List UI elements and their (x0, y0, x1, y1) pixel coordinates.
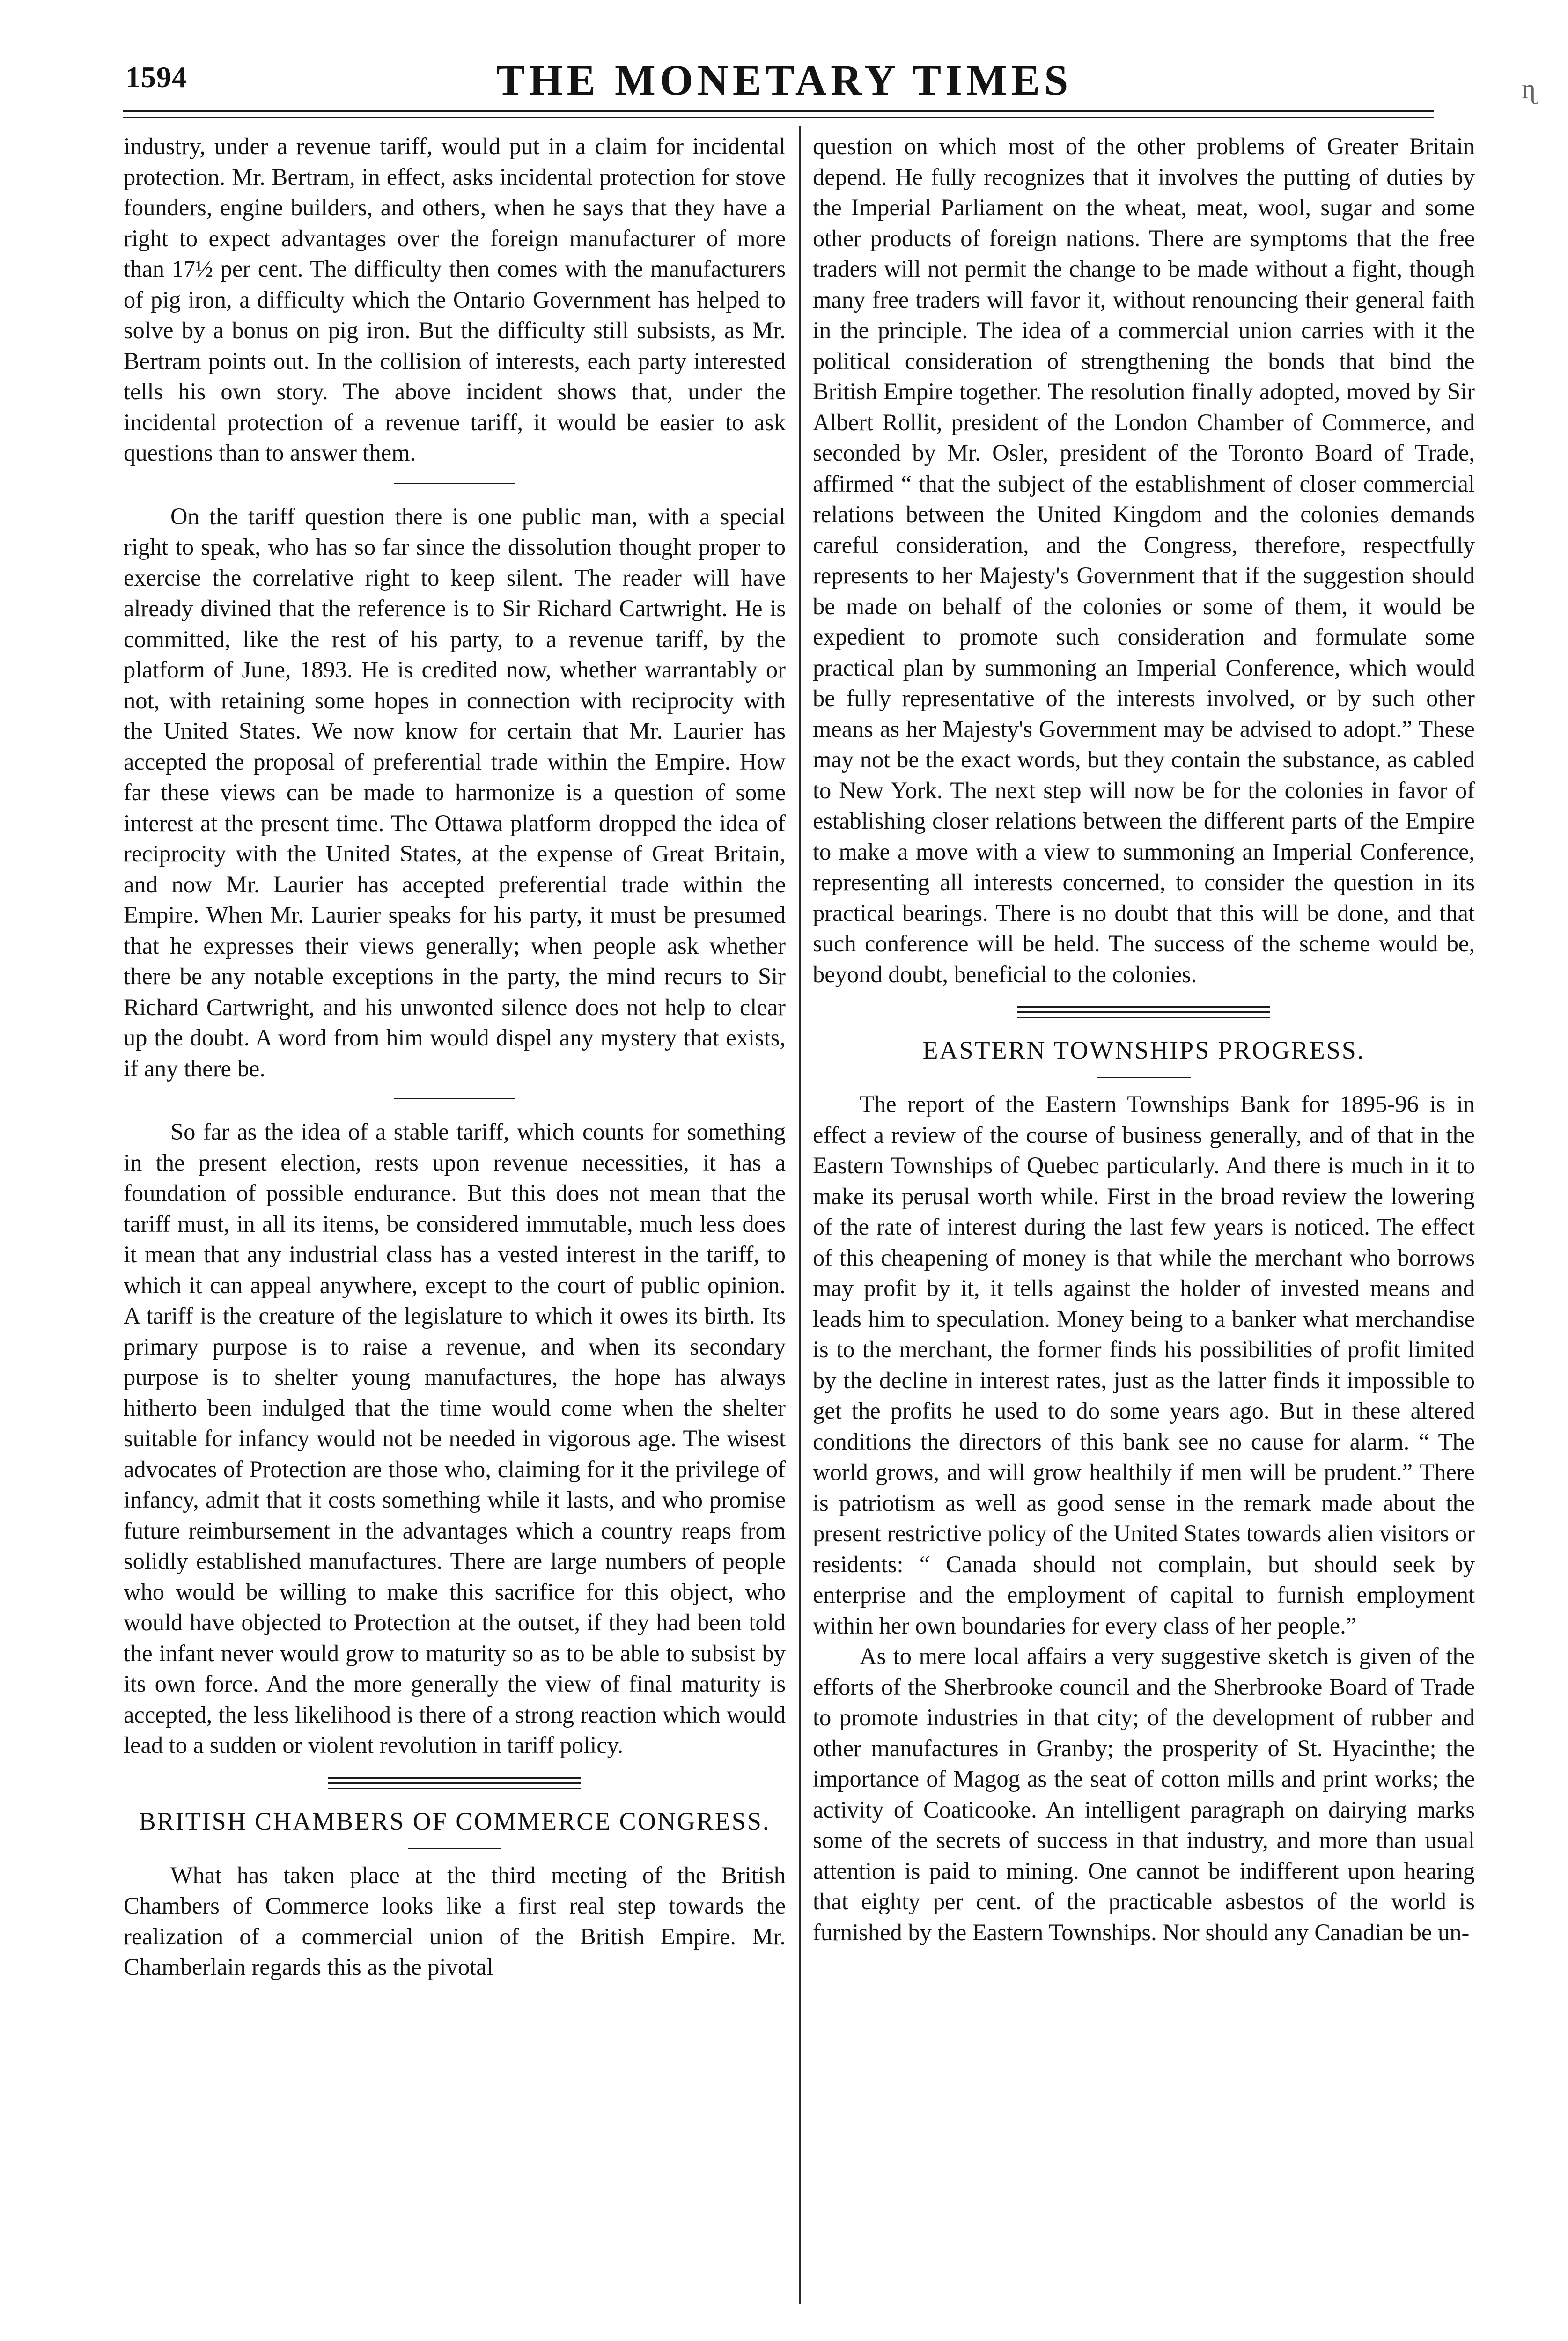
paragraph: The report of the Eastern Townships Bank for 1895-96 is in effect a review of the course of business generally, and of that in the Eastern Townships of Quebec particularly. And there is much in it to make its perusal worth while. First in the broad review the lowering of the rate of interest during the last few years is noticed. The effect of this cheapening of money is that while the merchant who borrows may profit by it, it tells against the holder of invested means and leads him to speculation. Money being to a banker what merchandise is to the merchant, the former finds his possibilities of profit limited by the decline in interest rates, just as the latter finds it impossible to get the profits he used to do some years ago. But in these altered conditions the directors of this bank see no cause for alarm. “ The world grows, and will grow healthily if men will be prudent.” There is patriotism as well as good sense in the remark made about the present restrictive policy of the United States towards alien visitors or residents: “ Canada should not complain, but should seek by enterprise and the employment of capital to furnish employment within her own boundaries for every class of her people.” (813, 1091, 1475, 1639)
section-separator (813, 990, 1475, 1035)
section-heading: BRITISH CHAMBERS OF COMMERCE CONGRESS. (139, 1807, 771, 1835)
right-column (813, 131, 1475, 2304)
heading-rule (124, 1841, 786, 1860)
paragraph: question on which most of the other problems of Greater Britain depend. He fully recognizes that it involves the putting of duties by the Imperial Parliament on the wheat, meat, wool, sugar and some other products of foreign nations. There are symptoms that the free traders will not permit the change to be made without a fight, though many free traders will favor it, without renouncing their general faith in the principle. The idea of a commercial union carries with it the political consideration of strengthening the bonds that bind the British Empire together. The resolution finally adopted, moved by Sir Albert Rollit, president of the London Chamber of Commerce, and seconded by Mr. Osler, president of the Toronto Board of Trade, affirmed “ that the subject of the establishment of closer commercial relations between the United Kingdom and the colonies demands careful consideration, and the Congress, therefore, respectfully represents to her Majesty's Government that if the suggestion should be made on behalf of the colonies or some of them, it would be expedient to promote such consideration and formulate some practical plan by summoning an Imperial Conference, which would be fully representative of the interests involved, or by such other means as her Majesty's Government may be advised to adopt.” These may not be the exact words, but they contain the substance, as cabled to New York. The next step will now be for the colonies in favor of establishing closer relations between the different parts of the Empire to make a move with a view to summoning an Imperial Conference, representing all interests concerned, to consider the question in its practical bearings. There is no doubt that this will be done, and that such conference will be held. The success of the scheme would be, beyond doubt, beneficial to the colonies. (813, 133, 1475, 987)
section-heading: EASTERN TOWNSHIPS PROGRESS. (922, 1036, 1365, 1064)
paragraph-separator (124, 469, 786, 501)
left-column (124, 131, 786, 2304)
page-number: 1594 (125, 60, 187, 94)
paragraph: On the tariff question there is one public man, with a special right to speak, who has so far since the dissolution thought proper to exercise the correlative right to keep silent. The reader will have already divined that the reference is to Sir Richard Cartwright. He is committed, like the rest of his party, to a revenue tariff, by the platform of June, 1893. He is credited now, whether warrantably or not, with retaining some hopes in connection with reciprocity with the United States. We now know for certain that Mr. Laurier has accepted the proposal of preferential trade within the Empire. How far these views can be made to harmonize is a question of some interest at the present time. The Ottawa platform dropped the idea of reciprocity with the United States, at the expense of Great Britain, and now Mr. Laurier has accepted preferential trade within the Empire. When Mr. Laurier speaks for his party, it must be presumed that he expresses their views generally; when people ask whether there be any notable exceptions in the party, the mind recurs to Sir Richard Cartwright, and his unwonted silence does not help to clear up the doubt. A word from him would dispel any mystery that exists, if any there be. (124, 503, 786, 1082)
page-header (0, 0, 1568, 126)
section-separator (124, 1761, 786, 1806)
header-rule (123, 110, 1434, 112)
header-rule-thin (123, 117, 1434, 118)
masthead-title: THE MONETARY TIMES (496, 56, 1073, 104)
paragraph: What has taken place at the third meeting of the British Chambers of Commerce looks like a first real step towards the realization of a commercial union of the British Empire. Mr. Chamberlain regards this as the pivotal (124, 1862, 786, 1980)
paragraph: industry, under a revenue tariff, would put in a claim for incidental protection. Mr. Bertram, in effect, asks incidental protection for stove founders, engine builders, and others, when he says that they have a right to expect advantages over the foreign manufacturer of more than 17½ per cent. The difficulty then comes with the manufacturers of pig iron, a difficulty which the Ontario Government has helped to solve by a bonus on pig iron. But the difficulty still subsists, as Mr. Bertram points out. In the collision of interests, each party interested tells his own story. The above incident shows that, under the incidental protection of a revenue tariff, it would be easier to ask questions than to answer them. (124, 133, 786, 466)
paragraph: As to mere local affairs a very suggestive sketch is given of the efforts of the Sherbrooke council and the Sherbrooke Board of Trade to promote industries in that city; of the development of rubber and other manufactures in Granby; the prosperity of St. Hyacinthe; the importance of Magog as the seat of cotton mills and print works; the activity of Coaticooke. An intelligent paragraph on dairying marks some of the secrets of success in that industry, and more than usual attention is paid to mining. One cannot be indifferent upon hearing that eighty per cent. of the practicable asbestos of the world is furnished by the Eastern Townships. Nor should any Canadian be un- (813, 1643, 1475, 1945)
edge-mark: ɳ (1522, 74, 1536, 104)
column-divider (799, 126, 801, 2304)
paragraph: So far as the idea of a stable tariff, which counts for something in the present election, rests upon revenue necessities, it has a foundation of possible endurance. But this does not mean that the tariff must, in all its items, be considered immutable, much less does it mean that any industrial class has a vested interest in the tariff, to which it can appeal anywhere, except to the court of public opinion. A tariff is the creature of the legislature to which it owes its birth. Its primary purpose is to raise a revenue, and when its secondary purpose is to shelter young manufactures, the hope has always hitherto been indulged that the time would come when the shelter suitable for infancy would not be needed in vigorous age. The wisest advocates of Protection are those who, claiming for it the privilege of infancy, admit that it costs something while it lasts, and who promise future reimbursement in the advantages which a country reaps from solidly established manufactures. There are large numbers of people who would be willing to make this sacrifice for this object, who would have objected to Protection at the outset, if they had been told the infant never would grow to maturity so as to be able to subsist by its own force. And the more generally the view of final maturity is accepted, the less likelihood is there of a strong reaction which would lead to a sudden or violent revolution in tariff policy. (124, 1119, 786, 1758)
paragraph-separator (124, 1084, 786, 1117)
heading-rule (813, 1070, 1475, 1089)
